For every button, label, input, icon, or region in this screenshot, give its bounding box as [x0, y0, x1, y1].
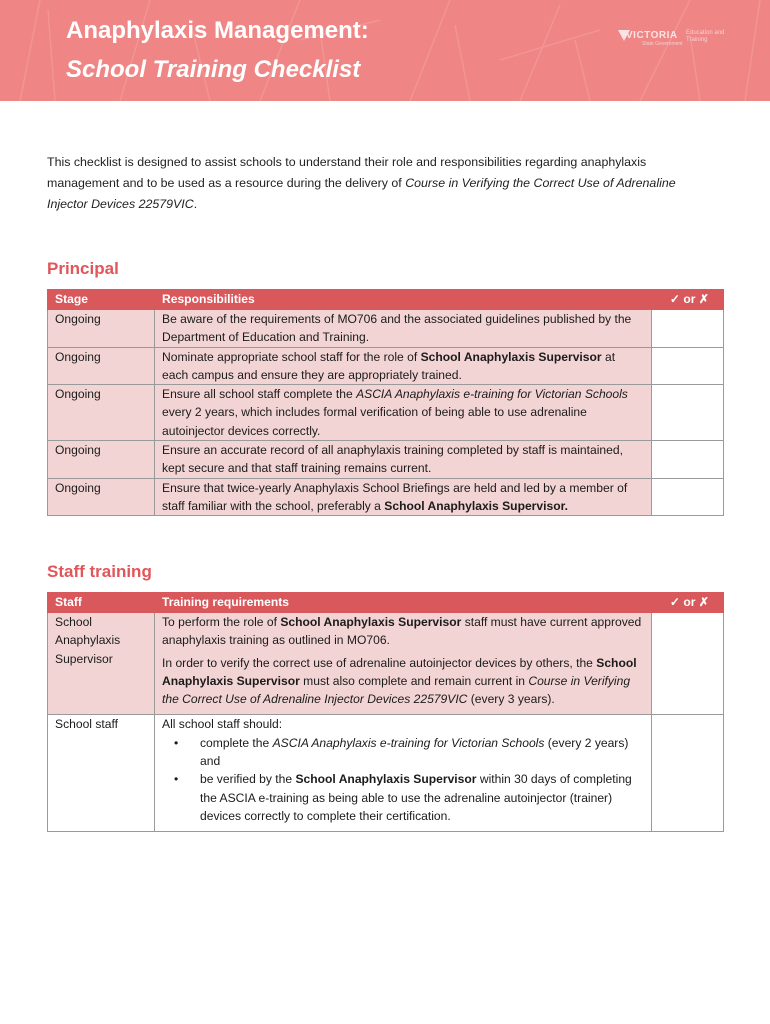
logo-department: Education and Training: [686, 30, 725, 43]
logo-subtext: State Government: [642, 41, 683, 47]
page-title: Anaphylaxis Management:: [66, 17, 369, 44]
responsibility-cell: Nominate appropriate school staff for the role of School Anaphylaxis Supervisor at each campus and ensure they are appropriately trained.: [155, 347, 652, 385]
principal-table: [47, 289, 724, 516]
responsibility-cell: Ensure an accurate record of all anaphylaxis training completed by staff is maintained, kept secure and that staff training remains current.: [155, 441, 652, 479]
col-header-responsibilities: Responsibilities: [155, 290, 652, 310]
page-subtitle: School Training Checklist: [66, 56, 361, 83]
requirement-cell: All school staff should: • complete the ASCIA Anaphylaxis e-training for Victorian Schools (every 2 years) and • be verified by the School Anaphylaxis Supervisor within 30 days of completing the ASCIA e-training as being able to use the adrenaline autoinjector (trainer) devices correctly to complete their certification.: [155, 715, 652, 832]
staff-cell: School Anaphylaxis Supervisor: [48, 613, 155, 715]
col-header-stage: Stage: [48, 290, 155, 310]
check-cell[interactable]: [652, 715, 724, 832]
stage-cell: Ongoing: [48, 441, 155, 479]
intro-paragraph: [47, 152, 707, 215]
stage-cell: Ongoing: [48, 478, 155, 516]
stage-cell: Ongoing: [48, 310, 155, 348]
victoria-logo: [618, 22, 728, 52]
table-header-row: [48, 593, 724, 613]
table-row: [48, 441, 724, 479]
requirement-cell: To perform the role of School Anaphylaxis Supervisor staff must have current approved anaphylaxis training as outlined in MO706. In order to verify the correct use of adrenaline autoinjector devices by others, the School Anaphylaxis Supervisor must also complete and remain current in Course in Verifying the Correct Use of Adrenaline Injector Devices 22579VIC (every 3 years).: [155, 613, 652, 715]
table-row: [48, 715, 724, 832]
check-cell[interactable]: [652, 613, 724, 715]
table-header-row: [48, 290, 724, 310]
intro-text: This checklist is designed to assist schools to understand their role and responsibilities regarding anaphylaxis management and to be used as a resource during the delivery of: [47, 155, 647, 190]
table-row: [48, 478, 724, 516]
intro-end: .: [193, 197, 198, 211]
logo-wordmark: VICTORIA: [626, 30, 678, 41]
section-heading-staff-training: Staff training: [47, 562, 152, 581]
col-header-training-requirements: Training requirements: [155, 593, 652, 613]
requirements-list: [162, 734, 644, 825]
responsibility-cell: Be aware of the requirements of MO706 and the associated guidelines published by the Department of Education and Training.: [155, 310, 652, 348]
intro-course-name: Course in Verifying the Correct Use of Adrenaline Injector Devices 22579VIC: [47, 176, 676, 211]
check-cell[interactable]: [652, 441, 724, 479]
list-item: • be verified by the School Anaphylaxis Supervisor within 30 days of completing the ASCIA e-training as being able to use the adrenaline autoinjector (trainer) devices correctly to complete their certification.: [200, 770, 644, 825]
col-header-check: ✓ or ✗: [652, 593, 724, 613]
col-header-staff: Staff: [48, 593, 155, 613]
table-row: [48, 385, 724, 441]
section-heading-principal: Principal: [47, 259, 119, 278]
responsibility-cell: Ensure all school staff complete the ASCIA Anaphylaxis e-training for Victorian Schools every 2 years, which includes formal verification of being able to use adrenaline autoinjector devices correctly.: [155, 385, 652, 441]
check-cell[interactable]: [652, 310, 724, 348]
list-item: • complete the ASCIA Anaphylaxis e-training for Victorian Schools (every 2 years) and: [200, 734, 644, 771]
responsibility-cell: Ensure that twice-yearly Anaphylaxis School Briefings are held and led by a member of staff familiar with the school, preferably a School Anaphylaxis Supervisor.: [155, 478, 652, 516]
staff-cell: School staff: [48, 715, 155, 832]
staff-training-table: [47, 592, 724, 832]
table-row: [48, 613, 724, 715]
col-header-check: ✓ or ✗: [652, 290, 724, 310]
check-cell[interactable]: [652, 347, 724, 385]
check-cell[interactable]: [652, 385, 724, 441]
table-row: [48, 310, 724, 348]
check-cell[interactable]: [652, 478, 724, 516]
table-row: [48, 347, 724, 385]
stage-cell: Ongoing: [48, 385, 155, 441]
stage-cell: Ongoing: [48, 347, 155, 385]
header-banner: [0, 0, 770, 101]
